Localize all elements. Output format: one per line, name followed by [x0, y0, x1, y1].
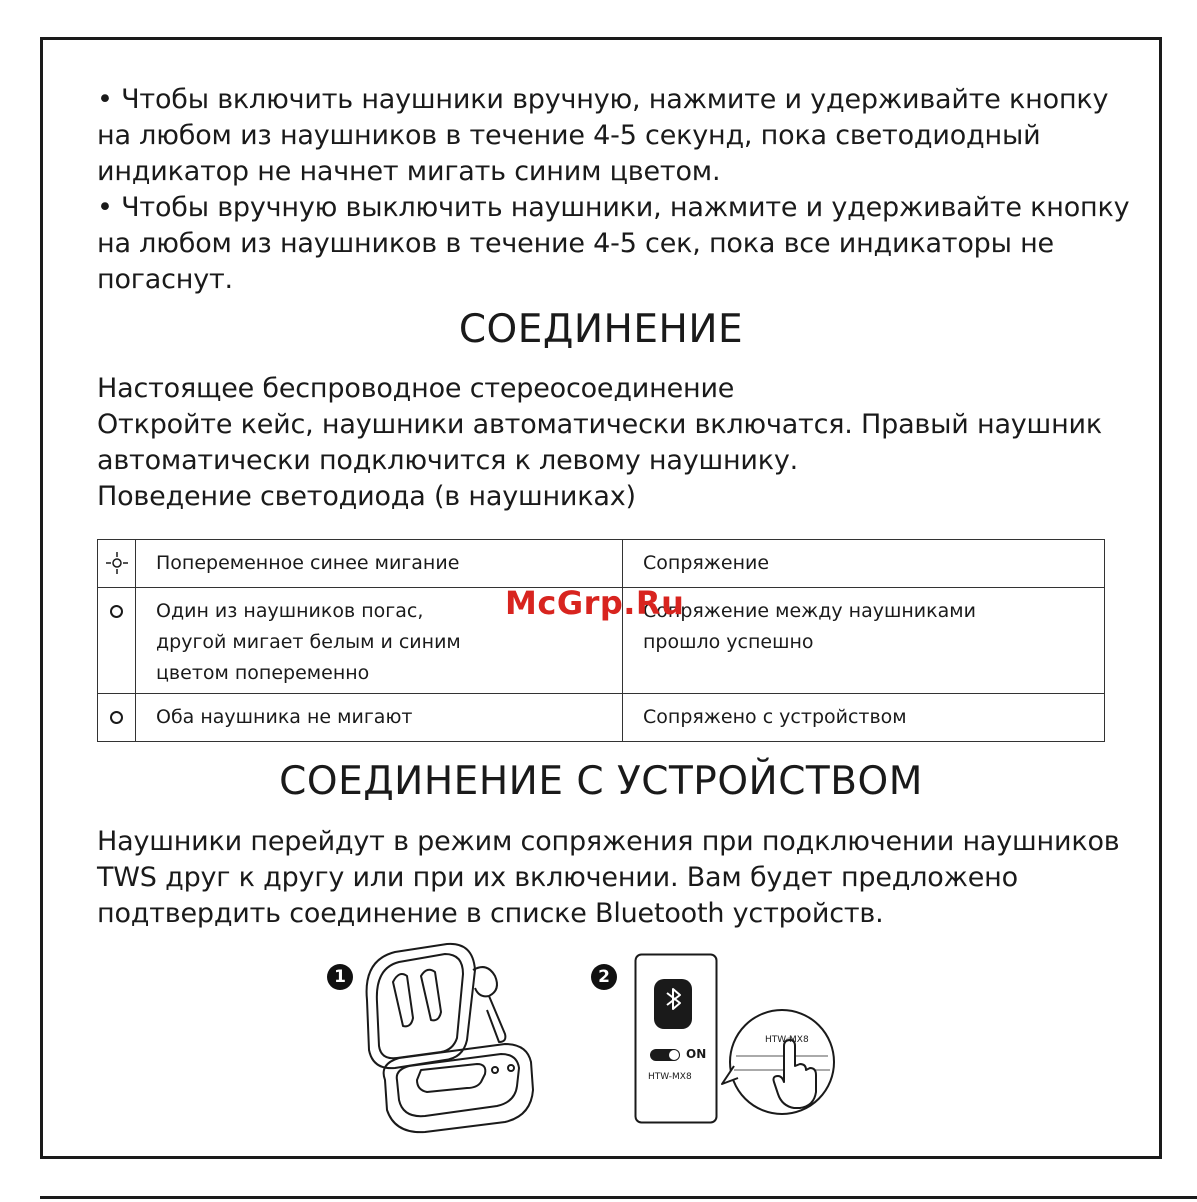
status-text: Сопряжение [643, 552, 770, 574]
device-connection-line: Наушники перейдут в режим сопряжения при подключении наушников [97, 826, 1120, 857]
device-connection-line: подтвердить соединение в списке Bluetooth устройств. [97, 898, 884, 929]
step-1-badge: 1 [327, 964, 353, 990]
intro-line: индикатор не начнет мигать синим цветом. [97, 156, 721, 187]
connection-line: Поведение светодиода (в наушниках) [97, 481, 636, 512]
phone-device-name: HTW-MX8 [648, 1072, 692, 1082]
behavior-text: Оба наушника не мигают [156, 706, 413, 728]
row-behavior [136, 540, 623, 588]
led-ring-icon [110, 711, 123, 724]
popup-device-name: HTW-MX8 [765, 1035, 809, 1045]
device-connection-text [97, 824, 1120, 932]
row-behavior [136, 694, 623, 742]
bluetooth-toggle-label: ON [686, 1047, 707, 1061]
intro-line: погаснут. [97, 264, 233, 295]
intro-text [97, 82, 1130, 298]
row-icon-cell [98, 588, 136, 694]
status-text: Сопряжено с устройством [643, 706, 907, 728]
connection-text [97, 371, 1117, 515]
intro-line: на любом из наушников в течение 4-5 сек, пока все индикаторы не [97, 228, 1054, 259]
intro-line: • Чтобы вручную выключить наушники, нажмите и удерживайте кнопку [97, 192, 1130, 223]
status-text: прошло успешно [643, 631, 814, 653]
zoom-bubble-illustration [720, 998, 840, 1128]
behavior-text: другой мигает белым и синим [156, 631, 461, 653]
connection-heading: СОЕДИНЕНИЕ [458, 307, 744, 352]
watermark: McGrp.Ru [505, 584, 685, 622]
earbuds-case-illustration [355, 940, 545, 1140]
behavior-text: цветом попеременно [156, 662, 370, 684]
intro-line: • Чтобы включить наушники вручную, нажмите и удерживайте кнопку [97, 84, 1109, 115]
connection-line: Настоящее беспроводное стереосоединение [97, 373, 735, 404]
connection-line: автоматически подключится к левому наушнику. [97, 445, 799, 476]
blink-light-icon [104, 550, 130, 576]
status-text: Сопряжение между наушниками [643, 600, 976, 622]
row-status [623, 540, 1105, 588]
row-status [623, 588, 1105, 694]
table-row [98, 540, 1105, 588]
connection-line: Откройте кейс, наушники автоматически включатся. Правый наушник [97, 409, 1102, 440]
table-row [98, 694, 1105, 742]
behavior-text: Один из наушников погас, [156, 600, 424, 622]
page-bottom-rule [40, 1196, 1197, 1199]
row-icon-cell [98, 540, 136, 588]
led-ring-icon [110, 605, 123, 618]
behavior-text: Попеременное синее мигание [156, 552, 460, 574]
step-2-badge: 2 [591, 964, 617, 990]
row-status [623, 694, 1105, 742]
device-connection-line: TWS друг к другу или при их включении. Вам будет предложено [97, 862, 1018, 893]
intro-line: на любом из наушников в течение 4-5 секунд, пока светодиодный [97, 120, 1041, 151]
device-connection-heading: СОЕДИНЕНИЕ С УСТРОЙСТВОМ [279, 759, 923, 804]
phone-illustration [634, 953, 718, 1124]
row-icon-cell [98, 694, 136, 742]
led-behavior-table [97, 539, 1105, 742]
